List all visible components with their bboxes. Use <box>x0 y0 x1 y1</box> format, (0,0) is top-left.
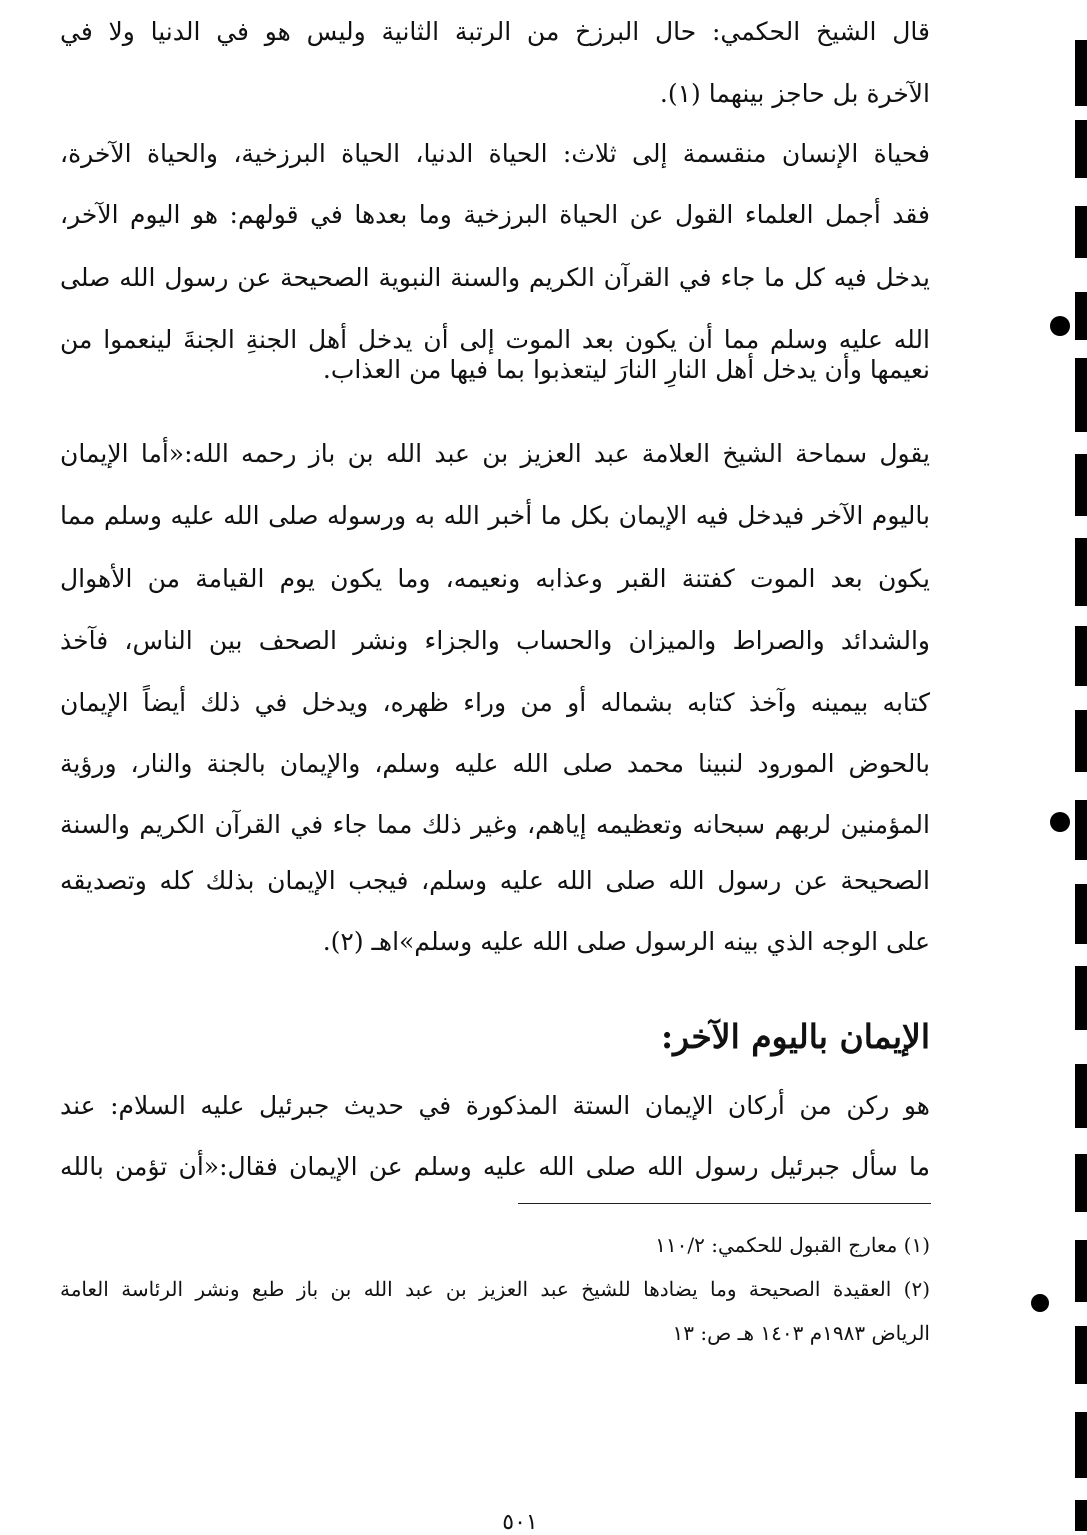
text-line-11: والشدائد والصراط والميزان والحساب والجزاء ونشر الصحف بين الناس، فآخذ <box>60 626 930 655</box>
scan-edge-mark <box>1075 358 1087 432</box>
scan-edge-mark <box>1075 120 1087 178</box>
text-line-4: فقد أجمل العلماء القول عن الحياة البرزخية وما بعدها في قولهم: هو اليوم الآخر، <box>60 200 930 229</box>
text-line-18: ما سأل جبرئيل رسول الله صلى الله عليه وسلم عن الإيمان فقال:«أن تؤمن بالله <box>60 1152 930 1181</box>
text-line-8: يقول سماحة الشيخ العلامة عبد العزيز بن عبد الله بن باز رحمه الله:«أما الإيمان <box>60 439 930 468</box>
text-line-12: كتابه بيمينه وآخذ كتابه بشماله أو من وراء ظهره، ويدخل في ذلك أيضاً الإيمان <box>60 688 930 717</box>
page-number: ٥٠١ <box>502 1510 538 1535</box>
scan-edge-mark <box>1075 1412 1087 1478</box>
footnote-separator <box>518 1203 931 1204</box>
text-line-15: الصحيحة عن رسول الله صلى الله عليه وسلم، فيجب الإيمان بذلك كله وتصديقه <box>60 866 930 895</box>
text-line-16: على الوجه الذي بينه الرسول صلى الله عليه وسلم»اهـ (٢). <box>322 927 930 956</box>
footnote-2-continuation: الرياض ١٩٨٣م ١٤٠٣ هـ ص: ١٣ <box>672 1321 930 1345</box>
text-line-17: هو ركن من أركان الإيمان الستة المذكورة في حديث جبرئيل عليه السلام: عند <box>60 1091 930 1120</box>
scan-edge-mark <box>1075 1326 1087 1384</box>
text-line-10: يكون بعد الموت كفتنة القبر وعذابه ونعيمه، وما يكون يوم القيامة من الأهوال <box>60 564 930 593</box>
scan-edge-mark <box>1075 710 1087 772</box>
text-line-3: فحياة الإنسان منقسمة إلى ثلاث: الحياة الدنيا، الحياة البرزخية، والحياة الآخرة، <box>60 139 930 168</box>
scan-edge-mark <box>1075 1154 1087 1212</box>
scan-edge-mark <box>1075 454 1087 516</box>
scan-edge-mark <box>1075 884 1087 944</box>
scan-hole-mark <box>1031 1294 1049 1312</box>
section-heading: الإيمان باليوم الآخر: <box>660 1017 930 1056</box>
text-line-5: يدخل فيه كل ما جاء في القرآن الكريم والسنة النبوية الصحيحة عن رسول الله صلى <box>60 263 930 292</box>
scan-hole-mark <box>1050 812 1070 832</box>
footnote-1: (١) معارج القبول للحكمي: ١١٠/٢ <box>655 1233 930 1257</box>
scan-edge-mark <box>1075 1500 1087 1531</box>
scan-edge-mark <box>1075 626 1087 686</box>
scan-edge-mark <box>1075 40 1087 106</box>
scan-edge-mark <box>1075 966 1087 1030</box>
text-line-6: الله عليه وسلم مما أن يكون بعد الموت إلى أن يدخل أهل الجنةِ الجنةَ لينعموا من <box>60 325 930 354</box>
scan-edge-mark <box>1075 206 1087 258</box>
scan-edge-mark <box>1075 538 1087 606</box>
footnote-2: (٢) العقيدة الصحيحة وما يضادها للشيخ عبد العزيز بن عبد الله بن باز طبع ونشر الرئاسة العامة <box>60 1277 930 1301</box>
scan-edge-mark <box>1075 292 1087 340</box>
scan-edge-mark <box>1075 1064 1087 1128</box>
scan-edge-mark <box>1075 800 1087 860</box>
scan-hole-mark <box>1050 316 1070 336</box>
text-line-14: المؤمنين لربهم سبحانه وتعظيمه إياهم، وغير ذلك مما جاء في القرآن الكريم والسنة <box>60 810 930 839</box>
text-line-13: بالحوض المورود لنبينا محمد صلى الله عليه وسلم، والإيمان بالجنة والنار، ورؤية <box>60 749 930 778</box>
text-line-9: باليوم الآخر فيدخل فيه الإيمان بكل ما أخبر الله به ورسوله صلى الله عليه وسلم مما <box>60 501 930 530</box>
text-line-1: قال الشيخ الحكمي: حال البرزخ من الرتبة الثانية وليس هو في الدنيا ولا في <box>60 17 930 46</box>
text-line-2: الآخرة بل حاجز بينهما (١). <box>659 79 930 108</box>
scan-edge-mark <box>1075 1240 1087 1302</box>
text-line-7: نعيمها وأن يدخل أهل النارِ النارَ ليتعذبوا بما فيها من العذاب. <box>322 355 930 384</box>
